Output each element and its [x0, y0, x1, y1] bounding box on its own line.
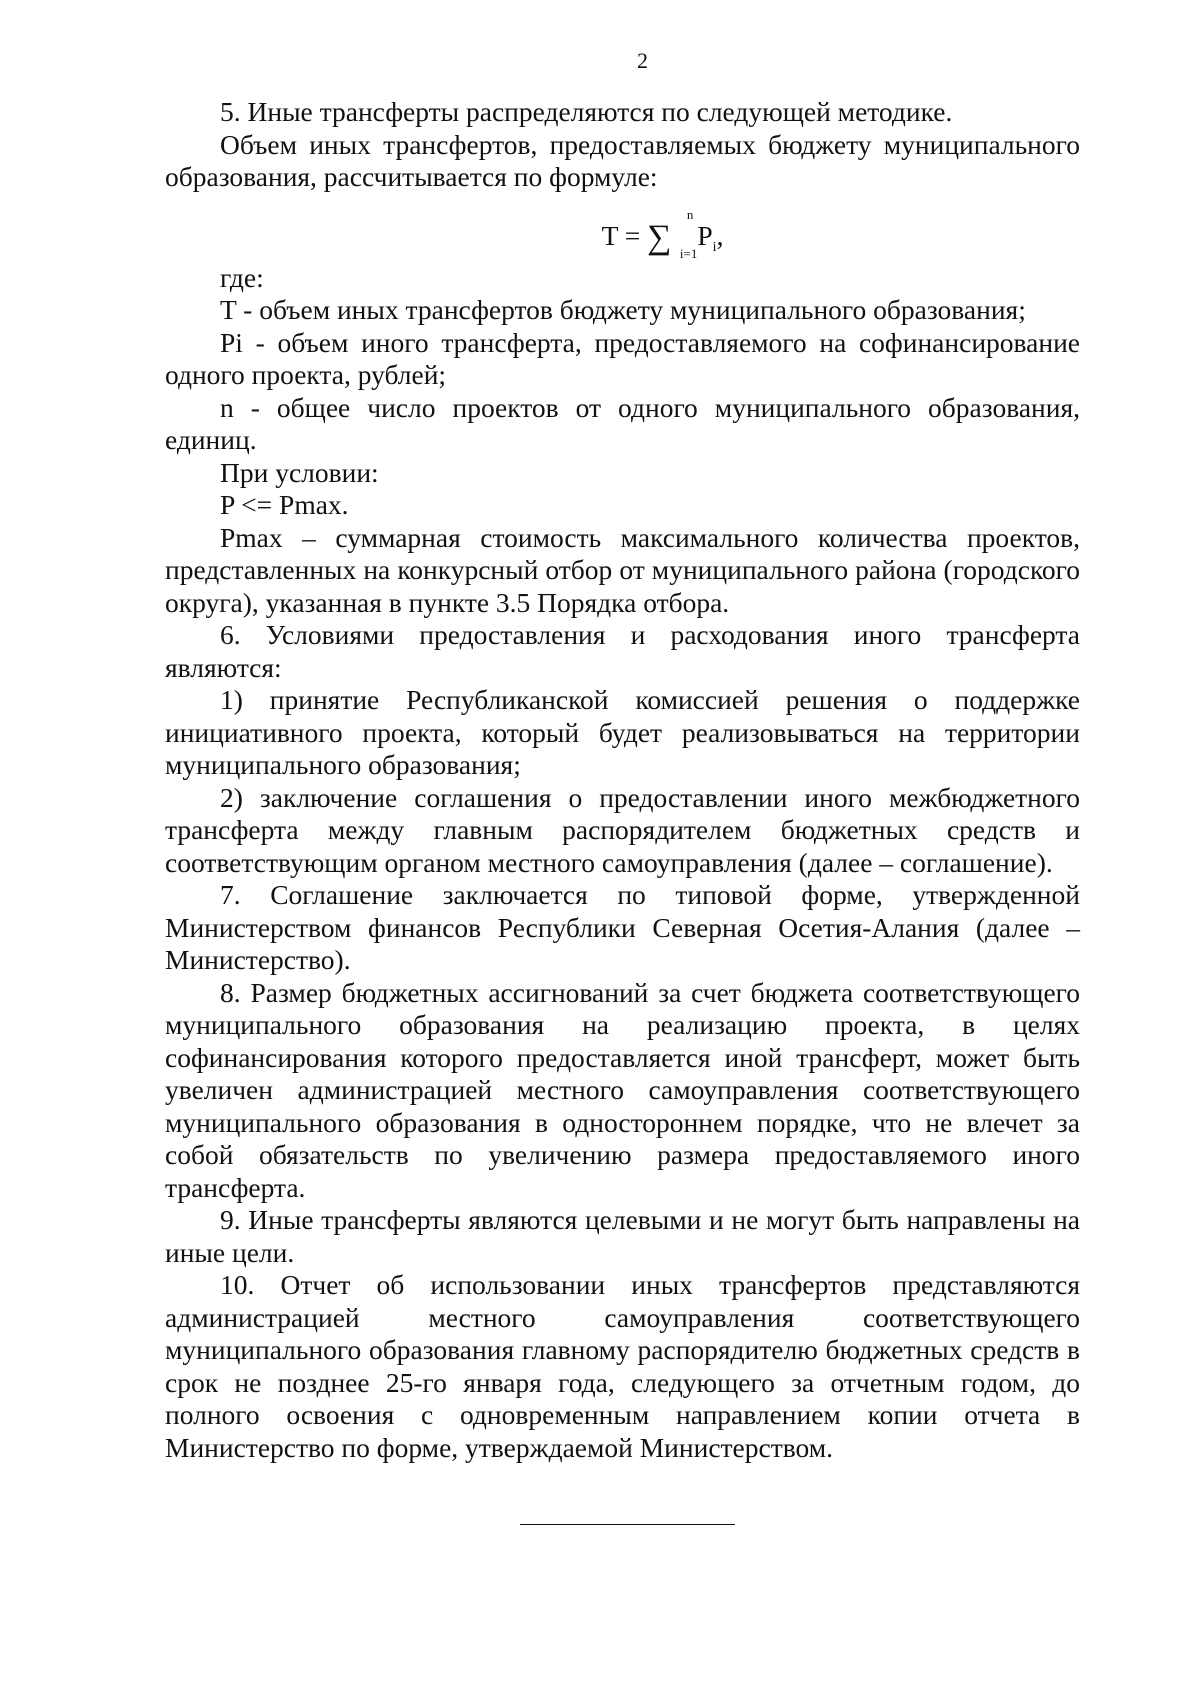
definition-n: n - общее число проектов от одного муниципального образования, единиц. [165, 391, 1080, 455]
definition-t: T - объем иных трансфертов бюджету муниципального образования; [220, 294, 1026, 325]
definition-pmax: Pmax – суммарная стоимость максимального количества проектов, представленных на конкурсный отбор от муниципального района (городского округа), указанная в пункте 3.5 Порядка отбора. [165, 521, 1080, 618]
sum-symbol [647, 207, 698, 262]
paragraph-item-8: 8. Размер бюджетных ассигнований за счет бюджета соответствующего муниципального образования на реализацию проекта, в целях софинансирования которого предоставляется иной трансферт, может быть увеличен администрацией местного самоуправления соответствующего муниципального образования в одностороннем порядке, что не влечет за собой обязательств по увеличению размера предоставляемого иного трансферта. [165, 976, 1080, 1203]
condition-label: При условии: [220, 456, 379, 488]
paragraph-item-10: 10. Отчет об использовании иных трансфертов представляются администрацией местного самоуправления соответствующего муниципального образования главному распорядителю бюджетных средств в срок не позднее 25-го января года, следующего за отчетным годом, до полного освоения с одновременным направлением копии отчета в Министерство по форме, утверждаемой Министерством. [165, 1269, 1080, 1463]
paragraph-item-6: 6. Условиями предоставления и расходования иного трансферта являются: [165, 619, 1080, 683]
paragraph-item-5: 5. Иные трансферты распределяются по следующей методике. [220, 96, 953, 127]
sum-lower-limit: i=1 [679, 246, 698, 262]
page-number: 2 [637, 48, 648, 73]
sum-upper-limit: n [686, 207, 694, 223]
document-body [165, 96, 1080, 1464]
formula-term: P [697, 219, 713, 251]
where-label: где: [220, 261, 264, 293]
condition-formula: P <= Pmax. [220, 489, 349, 520]
formula [165, 207, 1080, 262]
sum-sign: ∑ [647, 219, 672, 257]
paragraph-item-6-2: 2) заключение соглашения о предоставлении иного межбюджетного трансферта между главным распорядителем бюджетных средств и соответствующим органом местного самоуправления (далее – соглашение). [165, 781, 1080, 878]
formula-term-subscript: i [712, 239, 717, 255]
paragraph-item-6-1: 1) принятие Республиканской комиссией решения о поддержке инициативного проекта, который будет реализовываться на территории муниципального образования; [165, 684, 1080, 780]
formula-trailing: , [716, 219, 724, 251]
paragraph-formula-intro: Объем иных трансфертов, предоставляемых бюджету муниципального образования, рассчитывается по формуле: [165, 128, 1080, 192]
end-divider [520, 1524, 735, 1525]
definition-pi: Pi - объем иного трансферта, предоставляемого на софинансирование одного проекта, рублей; [165, 326, 1080, 390]
formula-lhs: T = [601, 219, 641, 251]
paragraph-item-9: 9. Иные трансферты являются целевыми и не могут быть направлены на иные цели. [165, 1204, 1080, 1268]
paragraph-item-7: 7. Соглашение заключается по типовой форме, утвержденной Министерством финансов Республики Северная Осетия-Алания (далее – Министерство). [165, 879, 1080, 975]
